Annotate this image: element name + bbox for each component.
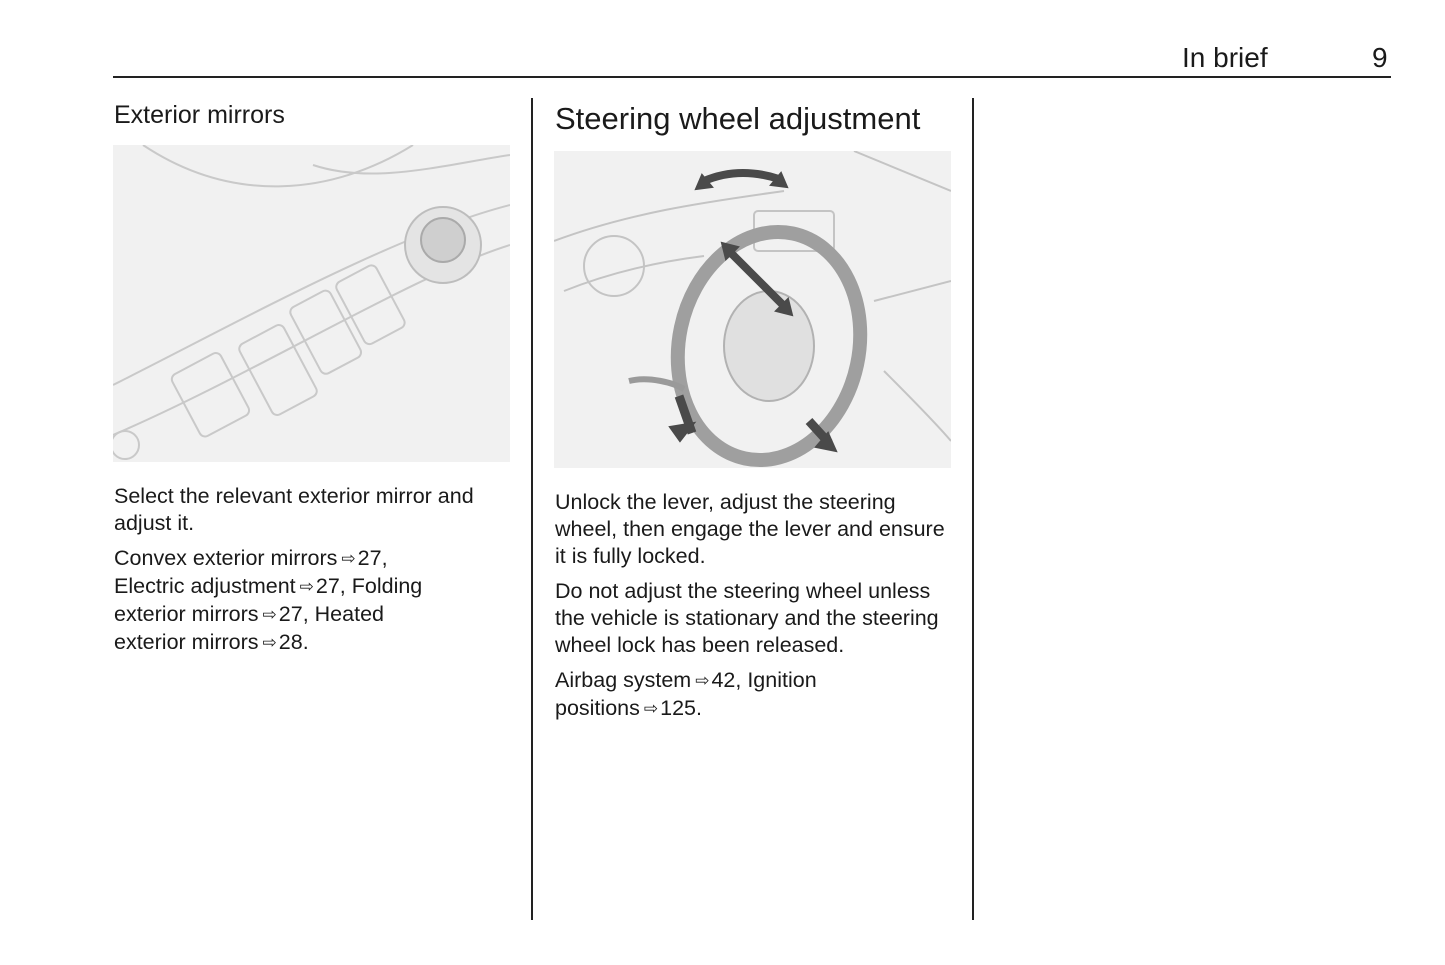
reference-arrow-icon: ⇨ [299, 577, 314, 596]
reference-arrow-icon: ⇨ [341, 549, 356, 568]
exterior-mirrors-heading: Exterior mirrors [114, 101, 285, 129]
ref-page: 27, Folding [315, 574, 423, 598]
mirrors-references [114, 545, 524, 657]
header-rule [113, 76, 1391, 78]
ref-label: exterior mirrors [114, 630, 259, 654]
reference-arrow-icon: ⇨ [262, 633, 277, 652]
ref-label: Electric adjustment [114, 574, 296, 598]
reference-arrow-icon: ⇨ [695, 671, 710, 690]
reference-arrow-icon: ⇨ [262, 605, 277, 624]
ref-page: 42, Ignition [711, 668, 817, 692]
steering-wheel-illustration [554, 151, 951, 468]
ref-label: Convex exterior mirrors [114, 546, 338, 570]
column-divider-1 [531, 98, 533, 920]
ref-page: 27, [357, 546, 388, 570]
mirrors-instruction: Select the relevant exterior mirror and adjust it. [114, 484, 474, 535]
ref-page: 27, Heated [278, 602, 384, 626]
steering-instruction: Unlock the lever, adjust the steering wheel, then engage the lever and ensure it is fully locked. [555, 490, 945, 568]
steering-wheel-heading: Steering wheel adjustment [555, 101, 921, 136]
door-switch-illustration [113, 145, 510, 462]
running-header-title: In brief [1182, 42, 1268, 73]
ref-label: Airbag system [555, 668, 692, 692]
ref-page: 125. [660, 696, 702, 720]
reference-arrow-icon: ⇨ [643, 699, 659, 718]
ref-page: 28. [278, 630, 309, 654]
mirrors-body [114, 483, 524, 665]
column-divider-2 [972, 98, 974, 920]
steering-body [555, 489, 955, 731]
ref-label: exterior mirrors [114, 602, 259, 626]
steering-warning: Do not adjust the steering wheel unless the vehicle is stationary and the steering wheel lock has been released. [555, 579, 939, 657]
steering-references [555, 667, 955, 723]
page-number: 9 [1372, 42, 1388, 73]
ref-label: positions [555, 696, 640, 720]
